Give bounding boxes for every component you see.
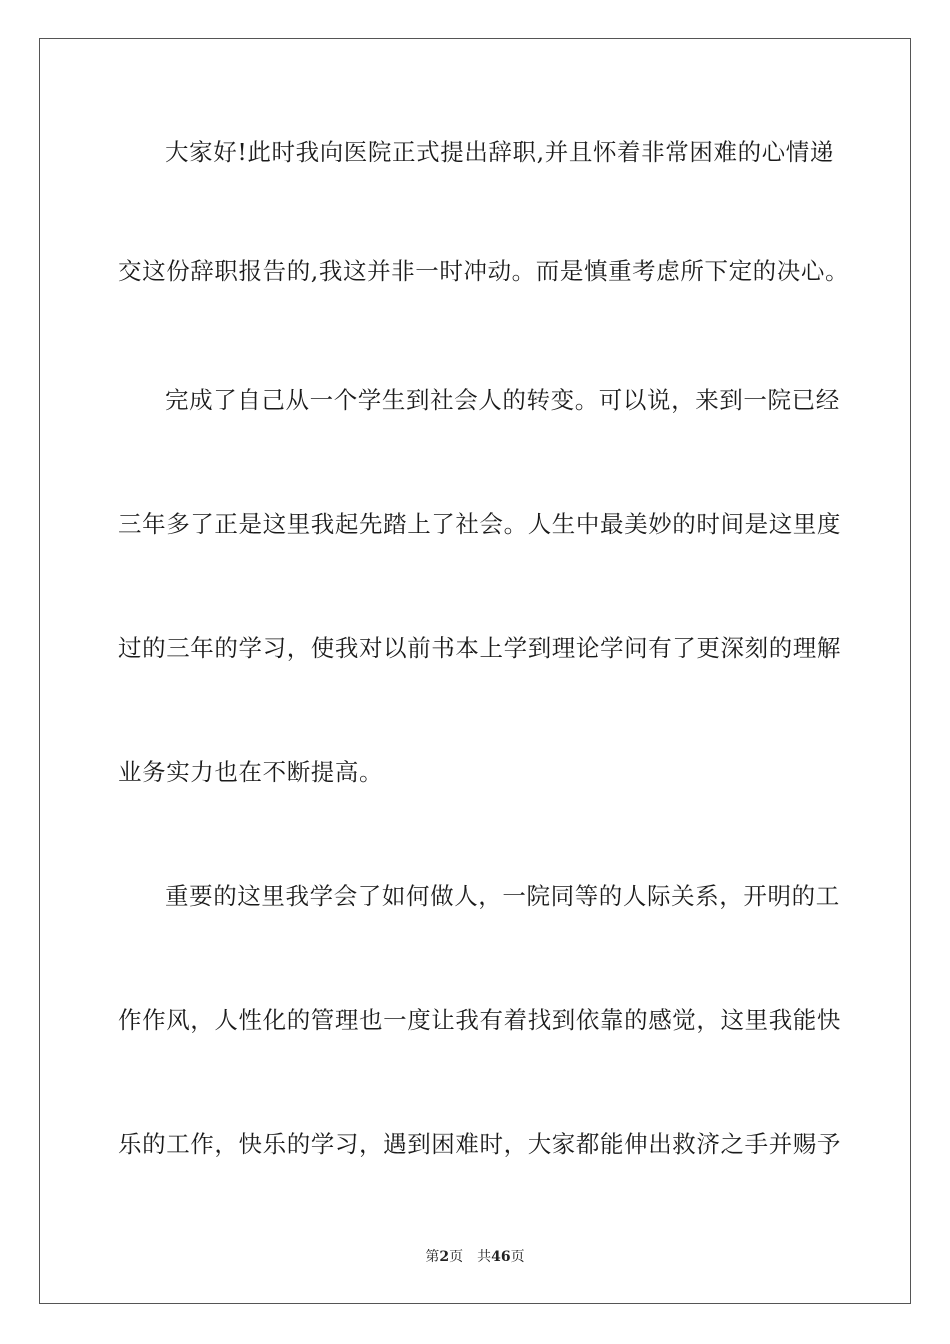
body-text-line: 乐的工作，快乐的学习，遇到困难时，大家都能伸出救济之手并赐予 <box>118 1130 841 1158</box>
page-border <box>39 38 911 1304</box>
body-text-line: 过的三年的学习，使我对以前书本上学到理论学问有了更深刻的理解 <box>118 634 841 662</box>
body-text-line: 重要的这里我学会了如何做人，一院同等的人际关系，开明的工 <box>165 882 840 910</box>
body-text-line: 完成了自己从一个学生到社会人的转变。可以说，来到一院已经 <box>165 386 840 414</box>
total-prefix: 共 <box>477 1249 492 1265</box>
total-suffix: 页 <box>510 1249 525 1265</box>
body-text-line: 大家好!此时我向医院正式提出辞职,并且怀着非常困难的心情递 <box>165 138 834 166</box>
page-footer <box>0 1248 950 1266</box>
page-number: 2 <box>439 1249 450 1265</box>
total-pages: 46 <box>491 1249 511 1265</box>
body-text-line: 业务实力也在不断提高。 <box>118 758 384 786</box>
body-text-line: 三年多了正是这里我起先踏上了社会。人生中最美妙的时间是这里度 <box>118 510 841 538</box>
body-text-line: 交这份辞职报告的,我这并非一时冲动。而是慎重考虑所下定的决心。 <box>118 257 850 285</box>
page-suffix: 页 <box>449 1249 464 1265</box>
body-text-line: 作作风，人性化的管理也一度让我有着找到依靠的感觉，这里我能快 <box>118 1006 841 1034</box>
page-prefix: 第 <box>425 1249 440 1265</box>
